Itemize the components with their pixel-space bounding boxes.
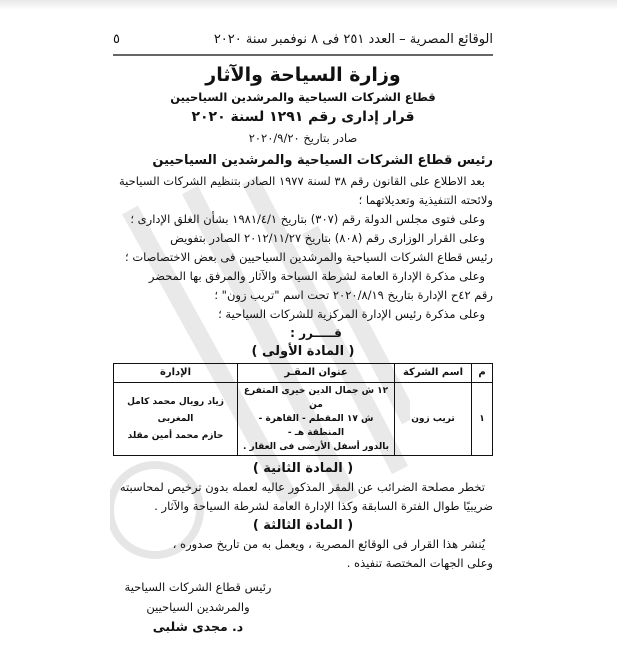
column-header: عنوان المقـر bbox=[238, 364, 395, 383]
preamble-line: وعلى مذكرة الإدارة العامة لشرطة السياحة والآثار والمرفق بها المحضر bbox=[148, 269, 485, 283]
address-line: بالدور أسفل الأرضى فى العقار . bbox=[243, 442, 389, 452]
running-header: الوقائع المصرية – العدد ٢٥١ فى ٨ نوفمبر سنة ٢٠٢٠ bbox=[213, 32, 493, 47]
decree-title: قرار إدارى رقم ١٢٩١ لسنة ٢٠٢٠ bbox=[191, 109, 415, 125]
decides-heading: قـــــرر : bbox=[290, 326, 342, 340]
companies-table bbox=[113, 363, 493, 456]
preamble-line: ولائحته التنفيذية وتعديلاتهما ؛ bbox=[358, 193, 493, 207]
preamble-line: رئيس قطاع الشركات السياحية والمرشدين السياحيين فى بعض الاختصاصات ؛ bbox=[125, 250, 493, 264]
preamble-line: بعد الاطلاع على القانون رقم ٣٨ لسنة ١٩٧٧ الصادر بتنظيم الشركات السياحية bbox=[118, 174, 485, 188]
page-number: ٥ bbox=[113, 32, 120, 47]
column-header: اسم الشركة bbox=[395, 364, 472, 383]
row-number: ١ bbox=[472, 383, 493, 456]
signatory-name: د. مجدى شلبى bbox=[152, 619, 244, 634]
issue-date: صادر بتاريخ ٢٠٢٠/٩/٢٠ bbox=[248, 131, 358, 145]
article1-heading: ( المادة الأولى ) bbox=[251, 344, 355, 359]
company-address bbox=[238, 383, 395, 456]
article3-heading: ( المادة الثالثة ) bbox=[252, 518, 354, 533]
manager-name: زياد رويال محمد كامل المغربى bbox=[127, 396, 224, 424]
table-header-row bbox=[114, 364, 493, 383]
preamble-line: وعلى مذكرة رئيس الإدارة المركزية للشركات السياحية ؛ bbox=[218, 307, 485, 321]
article2-heading: ( المادة الثانية ) bbox=[252, 461, 354, 476]
manager-name: حازم محمد أمين مقلد bbox=[127, 430, 224, 441]
table-row bbox=[114, 383, 493, 456]
issuer-heading: رئيس قطاع الشركات السياحية والمرشدين السياحيين bbox=[152, 153, 493, 168]
running-header-row bbox=[113, 30, 493, 56]
address-line: ١٢ ش جمال الدين خيرى المتفرع من bbox=[243, 386, 389, 410]
address-line: ش ١٧ المقطم - القاهرة - المنطقة هـ - bbox=[258, 414, 374, 438]
signature-title: رئيس قطاع الشركات السياحية bbox=[124, 580, 272, 594]
column-header: الإدارة bbox=[114, 364, 238, 383]
ministry-title: وزارة السياحة والآثار bbox=[205, 64, 401, 86]
management bbox=[114, 383, 238, 456]
preamble-line: وعلى فتوى مجلس الدولة رقم (٣٠٧) بتاريخ ١٩٨١/٤/١ بشأن الغلق الإدارى ؛ bbox=[130, 212, 485, 226]
preamble-line: رقم ٤٢ح الإدارة بتاريخ ٢٠٢٠/٨/١٩ تحت اسم "تريب زون" ؛ bbox=[214, 288, 493, 302]
article2-line: تخطر مصلحة الضرائب عن المقر المذكور عاليه لعمله بدون ترخيص لمحاسبته bbox=[119, 480, 485, 494]
sector-subtitle: قطاع الشركات السياحية والمرشدين السياحيين bbox=[170, 90, 436, 104]
article3-line: يُنشر هذا القرار فى الوقائع المصرية ، ويعمل به من تاريخ صدوره ، bbox=[172, 537, 485, 551]
article2-line: ضريبيًا طوال الفترة السابقة وكذا الإدارة العامة لشرطة السياحة والآثار . bbox=[154, 499, 493, 513]
signature-title: والمرشدين السياحيين bbox=[146, 600, 250, 614]
preamble-line: وعلى القرار الوزارى رقم (٨٠٨) بتاريخ ٢٠١٢/١١/٢٧ الصادر بتفويض bbox=[170, 231, 485, 245]
column-header: م bbox=[472, 364, 493, 383]
page-column bbox=[113, 0, 493, 637]
article3-line: وعلى الجهات المختصة تنفيذه . bbox=[346, 556, 493, 570]
company-name: تريب زون bbox=[395, 383, 472, 456]
